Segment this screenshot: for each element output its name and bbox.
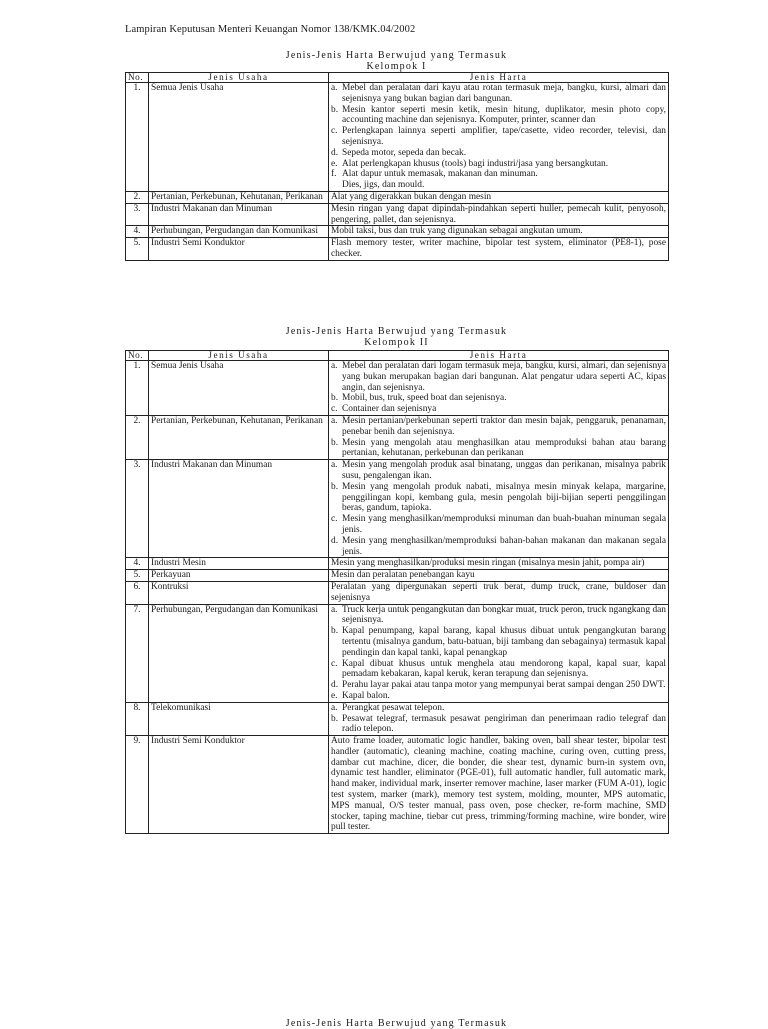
jenis-usaha-cell: Semua Jenis Usaha — [149, 83, 329, 192]
jenis-harta-item — [331, 180, 666, 191]
table-row — [126, 415, 669, 459]
table-row — [126, 238, 669, 261]
item-text: Kapal balon. — [342, 690, 390, 701]
item-marker: e. — [331, 690, 338, 701]
group1-title-line2: Kelompok I — [366, 61, 427, 72]
table-row — [126, 570, 669, 582]
jenis-harta-item — [331, 105, 666, 127]
table-row — [126, 191, 669, 203]
jenis-harta-cell — [329, 83, 669, 192]
jenis-harta-item — [331, 691, 666, 702]
jenis-harta-item — [331, 159, 666, 170]
group1-table — [125, 72, 669, 261]
jenis-harta-item — [331, 393, 666, 404]
group1-table-header-row — [126, 73, 669, 83]
jenis-harta-item — [331, 703, 666, 714]
jenis-harta-cell: Flash memory tester, writer machine, bipolar test system, eliminator (PE8-1), pose checker. — [329, 238, 669, 261]
row-number: 3. — [126, 203, 149, 226]
jenis-harta-item — [331, 626, 666, 658]
item-text: Mesin yang mengolah atau menghasilkan atau memproduksi bahan atau barang pertanian, kehutanan, perkebunan dan perikanan — [342, 437, 666, 459]
jenis-harta-item — [331, 714, 666, 736]
row-number: 8. — [126, 702, 149, 735]
jenis-harta-item — [331, 126, 666, 148]
jenis-harta-cell: Mesin ringan yang dapat dipindah-pindahkan seperti huller, pemecah kulit, penyosoh, pengering, pallet, dan sejenisnya. — [329, 203, 669, 226]
row-number: 2. — [126, 415, 149, 459]
jenis-harta-item — [331, 361, 666, 393]
group1-title — [125, 50, 668, 72]
item-text: Sepeda motor, sepeda dan becak. — [342, 147, 467, 158]
item-marker: c. — [331, 126, 338, 137]
row-number: 9. — [126, 736, 149, 834]
jenis-usaha-cell: Perhubungan, Pergudangan dan Komunikasi — [149, 604, 329, 702]
item-text: Mesin yang mengolah produk nabati, misalnya mesin minyak kelapa, margarine, penggilingan kopi, kembang gula, mesin pengolah biji-bijian seperti penggilingan beras, gandum, tapioka. — [342, 481, 666, 514]
item-text: Perahu layar pakai atau tanpa motor yang mempunyai berat sampai dengan 250 DWT. — [342, 680, 666, 691]
group3-title: Jenis-Jenis Harta Berwujud yang Termasuk — [285, 1018, 508, 1029]
item-text: Mesin yang menghasilkan/memproduksi bahan-bahan makanan dan makanan segala jenis. — [342, 535, 666, 557]
group2-title-line1: Jenis-Jenis Harta Berwujud yang Termasuk — [285, 326, 508, 337]
row-number: 4. — [126, 558, 149, 570]
jenis-usaha-cell: Pertanian, Perkebunan, Kehutanan, Perikanan — [149, 191, 329, 203]
jenis-harta-item — [331, 404, 666, 415]
item-marker: b. — [331, 713, 339, 724]
item-text: Kapal dibuat khusus untuk menghela atau mendorong kapal, kapal suar, kapal pemadam kebakaran, kapal keruk, keran terapung dan sejenisnya. — [342, 658, 666, 680]
jenis-harta-item — [331, 514, 666, 536]
item-text: Pesawat telegraf, termasuk pesawat pengiriman dan penerimaan radio telegraf dan radio telepon. — [342, 713, 666, 735]
jenis-usaha-cell: Telekomunikasi — [149, 702, 329, 735]
jenis-usaha-cell: Industri Makanan dan Minuman — [149, 460, 329, 558]
item-marker: a. — [331, 415, 338, 426]
item-text: Perangkat pesawat telepon. — [342, 702, 445, 713]
table-row — [126, 702, 669, 735]
group2-title-line2: Kelompok II — [364, 337, 429, 348]
jenis-harta-list — [331, 460, 666, 557]
row-number: 5. — [126, 238, 149, 261]
jenis-harta-cell: Mobil taksi, bus dan truk yang digunakan sebagai angkutan umum. — [329, 226, 669, 238]
item-text: Alat perlengkapan khusus (tools) bagi industri/jasa yang bersangkutan. — [342, 158, 609, 169]
row-number: 4. — [126, 226, 149, 238]
table-row — [126, 558, 669, 570]
jenis-harta-cell: Peralatan yang dipergunakan seperti truk berat, dump truck, crane, buldoser dan sejenisnya — [329, 581, 669, 604]
item-text: Mesin yang menghasilkan/memproduksi minuman dan buah-buahan minuman segala jenis. — [342, 514, 666, 535]
table-row — [126, 83, 669, 192]
item-marker: b. — [331, 437, 339, 448]
item-marker: b. — [331, 481, 339, 492]
group1-table-body — [126, 83, 669, 261]
table-row — [126, 604, 669, 702]
jenis-harta-cell — [329, 604, 669, 702]
item-marker: d. — [331, 147, 339, 158]
column-header-jenis-usaha: Jenis Usaha — [149, 73, 329, 83]
table-row — [126, 226, 669, 238]
item-marker: d. — [331, 680, 339, 691]
item-marker — [331, 180, 342, 191]
jenis-harta-item — [331, 460, 666, 482]
table-row — [126, 581, 669, 604]
column-header-no: No. — [126, 73, 149, 83]
row-number: 7. — [126, 604, 149, 702]
jenis-harta-cell: Mesin dan peralatan penebangan kayu — [329, 570, 669, 582]
item-text: Perlengkapan lainnya seperti amplifier, tape/casette, video recorder, televisi, dan sejenisnya. — [342, 126, 666, 147]
item-text: Mebel dan peralatan dari kayu atau rotan termasuk meja, bangku, kursi, almari dan sejenisnya yang bukan bagian dari bangunan. — [342, 83, 666, 104]
row-number: 5. — [126, 570, 149, 582]
jenis-harta-item — [331, 536, 666, 558]
jenis-usaha-cell: Kontruksi — [149, 581, 329, 604]
row-number: 1. — [126, 361, 149, 416]
table-row — [126, 203, 669, 226]
item-marker: e. — [331, 158, 338, 169]
column-header-jenis-harta: Jenis Harta — [329, 351, 669, 361]
jenis-usaha-cell: Industri Mesin — [149, 558, 329, 570]
jenis-harta-cell: Alat yang digerakkan bukan dengan mesin — [329, 191, 669, 203]
jenis-harta-cell — [329, 460, 669, 558]
item-text: Alat dapur untuk memasak, makanan dan minuman. — [342, 169, 538, 180]
jenis-harta-cell — [329, 415, 669, 459]
jenis-harta-item — [331, 680, 666, 691]
table-row — [126, 460, 669, 558]
item-marker: a. — [331, 361, 338, 371]
jenis-usaha-cell: Perkayuan — [149, 570, 329, 582]
document-header: Lampiran Keputusan Menteri Keuangan Nomor 138/KMK.04/2002 — [125, 24, 416, 35]
item-marker: b. — [331, 104, 339, 115]
item-text: Mesin yang mengolah produk asal binatang, unggas dan perikanan, misalnya pabrik susu, pengalengan ikan. — [342, 460, 666, 481]
item-marker: d. — [331, 535, 339, 546]
jenis-harta-item — [331, 438, 666, 460]
item-text: Kapal penumpang, kapal barang, kapal khusus dibuat untuk pengangkutan barang tertentu (misalnya gandum, batu-batuan, biji tambang dan sebagainya) termasuk kapal pendingin dan kapal tanki, kapal penangkap — [342, 626, 666, 658]
jenis-harta-item — [331, 659, 666, 681]
jenis-harta-list — [331, 83, 666, 191]
group2-table-body — [126, 361, 669, 834]
jenis-harta-item — [331, 605, 666, 627]
row-number: 2. — [126, 191, 149, 203]
jenis-harta-item — [331, 416, 666, 438]
item-marker: a. — [331, 460, 338, 471]
group2-title — [125, 326, 668, 348]
jenis-usaha-cell: Perhubungan, Pergudangan dan Komunikasi — [149, 226, 329, 238]
row-number: 6. — [126, 581, 149, 604]
jenis-usaha-cell: Industri Semi Konduktor — [149, 736, 329, 834]
item-marker: f. — [331, 169, 337, 180]
item-marker: a. — [331, 83, 338, 93]
column-header-no: No. — [126, 351, 149, 361]
jenis-harta-item — [331, 83, 666, 105]
table-row — [126, 736, 669, 834]
jenis-harta-list — [331, 416, 666, 459]
jenis-harta-cell: Mesin yang menghasilkan/produksi mesin ringan (misalnya mesin jahit, pompa air) — [329, 558, 669, 570]
jenis-usaha-cell: Industri Semi Konduktor — [149, 238, 329, 261]
row-number: 1. — [126, 83, 149, 192]
jenis-harta-item — [331, 482, 666, 514]
item-text: Mesin kantor seperti mesin ketik, mesin hitung, duplikator, mesin photo copy, accounting machine dan sejenisnya. Komputer, printer, scanner dan — [342, 104, 666, 126]
jenis-usaha-cell: Pertanian, Perkebunan, Kehutanan, Perikanan — [149, 415, 329, 459]
item-marker: a. — [331, 604, 338, 615]
column-header-jenis-harta: Jenis Harta — [329, 73, 669, 83]
item-marker: c. — [331, 404, 338, 415]
table-row — [126, 361, 669, 416]
item-text: Mobil, bus, truk, speed boat dan sejenisnya. — [342, 393, 507, 404]
item-text: Container dan sejenisnya — [342, 404, 437, 415]
jenis-harta-list — [331, 703, 666, 735]
group1-title-line1: Jenis-Jenis Harta Berwujud yang Termasuk — [285, 50, 508, 61]
group2-table — [125, 350, 669, 834]
jenis-harta-list — [331, 605, 666, 702]
item-marker: a. — [331, 702, 338, 713]
jenis-usaha-cell: Semua Jenis Usaha — [149, 361, 329, 416]
column-header-jenis-usaha: Jenis Usaha — [149, 351, 329, 361]
item-marker: b. — [331, 626, 339, 637]
item-marker: c. — [331, 514, 338, 525]
item-text: Dies, jigs, dan mould. — [342, 180, 425, 191]
item-text: Mebel dan peralatan dari logam termasuk meja, bangku, kursi, almari, dan sejenisnya yang bukan merupakan bagian dari bangunan. Alat pengatur udara seperti AC, kipas angin, dan sejenisnya. — [342, 361, 666, 393]
row-number: 3. — [126, 460, 149, 558]
jenis-harta-cell — [329, 702, 669, 735]
item-marker: b. — [331, 393, 339, 404]
item-text: Truck kerja untuk pengangkutan dan bongkar muat, truck peron, truck ngangkang dan sejenisnya. — [342, 604, 666, 626]
jenis-harta-cell: Auto frame loader, automatic logic handler, baking oven, ball shear tester, bipolar test handler (automatic), cleaning machine, coating machine, curing oven, cutting press, dambar cut machine, dicer, die bonder, die shear test, dynamic burn-in system ovn, dynamic test handler, eliminator (PGE-01), full automatic handler, full automatic mark, hand maker, individual mark, inserter remover machine, laser marker (FUM A-01), logic test system, marker (mark), memory test system, molding, mounter, MPS automatic, MPS manual, O/S tester manual, pass oven, pose checker, re-form machine, SMD stocker, taping machine, tiebar cut press, trimming/forming machine, wire bonder, wire pull tester. — [329, 736, 669, 834]
item-marker: c. — [331, 658, 338, 669]
jenis-usaha-cell: Industri Makanan dan Minuman — [149, 203, 329, 226]
jenis-harta-item — [331, 169, 666, 180]
jenis-harta-cell — [329, 361, 669, 416]
jenis-harta-list — [331, 361, 666, 415]
group2-table-header-row — [126, 351, 669, 361]
jenis-harta-item — [331, 148, 666, 159]
item-text: Mesin pertanian/perkebunan seperti traktor dan mesin bajak, penggaruk, penanaman, penebar benih dan sejenisnya. — [342, 415, 666, 437]
